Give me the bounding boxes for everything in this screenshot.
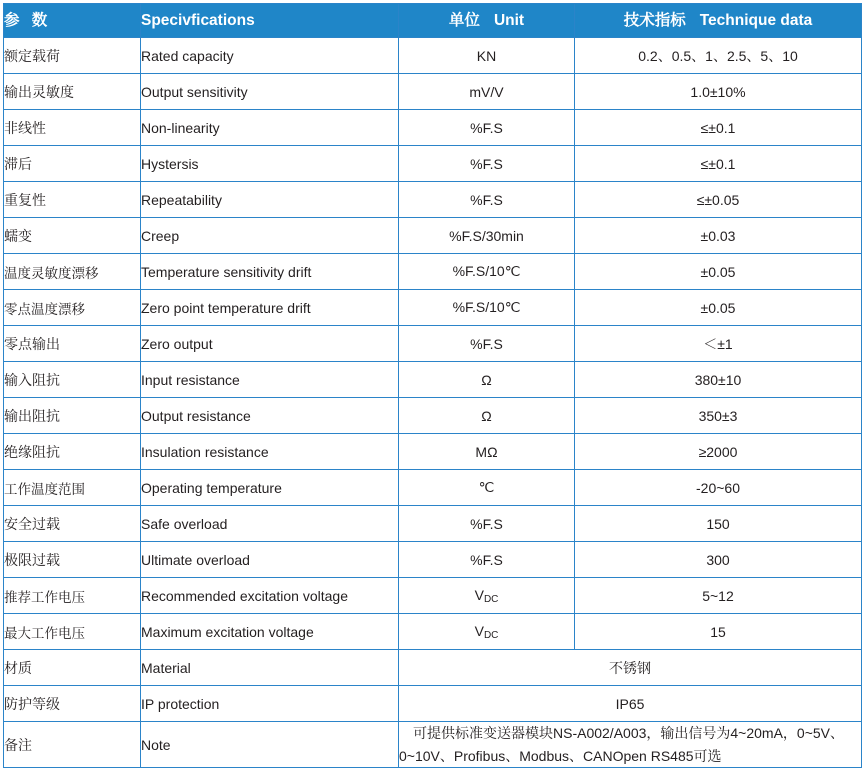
row-label-en: Output sensitivity [141, 74, 399, 110]
row-label-en: Output resistance [141, 398, 399, 434]
row-unit [399, 578, 575, 614]
note-line-1: 可提供标准变送器模块NS-A002/A003，输出信号为4~20mA，0~5V、 [413, 725, 845, 741]
row-unit: %F.S/10℃ [399, 290, 575, 326]
row-label-cn: 非线性 [4, 110, 141, 146]
row-value: 1.0±10% [575, 74, 862, 110]
row-value: 150 [575, 506, 862, 542]
row-label-en: Rated capacity [141, 38, 399, 74]
row-value: ±0.05 [575, 290, 862, 326]
row-unit: %F.S [399, 182, 575, 218]
row-value: 0.2、0.5、1、2.5、5、10 [575, 38, 862, 74]
row-label-cn: 备注 [4, 722, 141, 768]
row-label-cn: 推荐工作电压 [4, 578, 141, 614]
row-label-en: Repeatability [141, 182, 399, 218]
table-row [4, 650, 862, 686]
row-label-en: Ultimate overload [141, 542, 399, 578]
row-value: 380±10 [575, 362, 862, 398]
row-label-en: Operating temperature [141, 470, 399, 506]
row-value-merged: 不锈钢 [399, 650, 862, 686]
row-label-cn: 温度灵敏度漂移 [4, 254, 141, 290]
table-row [4, 254, 862, 290]
row-unit: mV/V [399, 74, 575, 110]
row-label-cn: 零点温度漂移 [4, 290, 141, 326]
table-row-note [4, 722, 862, 768]
table-row [4, 362, 862, 398]
row-unit: KN [399, 38, 575, 74]
row-value: ≤±0.1 [575, 110, 862, 146]
row-unit: Ω [399, 362, 575, 398]
row-value: ±0.05 [575, 254, 862, 290]
table-row [4, 686, 862, 722]
row-unit: %F.S [399, 146, 575, 182]
header-parameter: 参 数 [4, 4, 141, 38]
row-unit: %F.S/30min [399, 218, 575, 254]
row-value: 15 [575, 614, 862, 650]
row-label-cn: 额定载荷 [4, 38, 141, 74]
row-label-cn: 输出阻抗 [4, 398, 141, 434]
row-unit-subscript: DC [483, 593, 499, 605]
row-label-en: Insulation resistance [141, 434, 399, 470]
row-value: ≤±0.1 [575, 146, 862, 182]
row-label-cn: 防护等级 [4, 686, 141, 722]
table-row [4, 290, 862, 326]
row-value: ≥2000 [575, 434, 862, 470]
row-value: 300 [575, 542, 862, 578]
row-label-en: Safe overload [141, 506, 399, 542]
row-value: ±0.03 [575, 218, 862, 254]
table-row [4, 506, 862, 542]
row-label-en: Hystersis [141, 146, 399, 182]
row-value: -20~60 [575, 470, 862, 506]
row-unit: %F.S [399, 542, 575, 578]
row-value: 5~12 [575, 578, 862, 614]
row-unit [399, 614, 575, 650]
row-label-en: Zero point temperature drift [141, 290, 399, 326]
row-label-cn: 蠕变 [4, 218, 141, 254]
table-row [4, 614, 862, 650]
row-label-en: Note [141, 722, 399, 768]
row-unit: %F.S [399, 110, 575, 146]
row-label-cn: 输出灵敏度 [4, 74, 141, 110]
note-line-2: 0~10V、Profibus、Modbus、CANOpen RS485可选 [399, 747, 722, 764]
table-header-row [4, 4, 862, 38]
table-row [4, 38, 862, 74]
row-label-cn: 重复性 [4, 182, 141, 218]
table-header [4, 4, 862, 38]
row-value: 350±3 [575, 398, 862, 434]
row-label-cn: 极限过载 [4, 542, 141, 578]
header-unit-cn: 单位 [448, 12, 480, 29]
row-unit: Ω [399, 398, 575, 434]
row-label-en: Creep [141, 218, 399, 254]
header-technique-data [575, 4, 862, 38]
table-row [4, 398, 862, 434]
row-label-cn: 最大工作电压 [4, 614, 141, 650]
row-label-en: Material [141, 650, 399, 686]
header-specifications: Specivfications [141, 4, 399, 38]
header-unit [399, 4, 575, 38]
table-row [4, 146, 862, 182]
row-label-cn: 零点输出 [4, 326, 141, 362]
row-label-cn: 材质 [4, 650, 141, 686]
row-label-cn: 绝缘阻抗 [4, 434, 141, 470]
table-row [4, 434, 862, 470]
row-unit: %F.S [399, 326, 575, 362]
row-label-en: Temperature sensitivity drift [141, 254, 399, 290]
row-unit-base: V [474, 622, 484, 639]
row-label-en: IP protection [141, 686, 399, 722]
row-value: ≤±0.05 [575, 182, 862, 218]
row-value-merged: IP65 [399, 686, 862, 722]
note-content [399, 722, 862, 768]
header-data-en: Technique data [699, 12, 813, 29]
row-unit-base: V [474, 586, 484, 603]
row-label-en: Non-linearity [141, 110, 399, 146]
row-label-cn: 滞后 [4, 146, 141, 182]
table-row [4, 470, 862, 506]
row-unit: ℃ [399, 470, 575, 506]
specifications-table [3, 3, 862, 768]
table-row [4, 578, 862, 614]
row-label-en: Recommended excitation voltage [141, 578, 399, 614]
table-row [4, 218, 862, 254]
table-row [4, 74, 862, 110]
row-label-en: Input resistance [141, 362, 399, 398]
table-row [4, 542, 862, 578]
table-row [4, 110, 862, 146]
table-body [4, 38, 862, 768]
row-unit: %F.S [399, 506, 575, 542]
table-row [4, 326, 862, 362]
table-row [4, 182, 862, 218]
header-unit-en: Unit [493, 12, 525, 29]
row-label-en: Maximum excitation voltage [141, 614, 399, 650]
row-label-cn: 工作温度范围 [4, 470, 141, 506]
row-label-en: Zero output [141, 326, 399, 362]
row-unit: %F.S/10℃ [399, 254, 575, 290]
header-data-cn: 技术指标 [623, 12, 686, 29]
row-label-cn: 安全过载 [4, 506, 141, 542]
row-value: ＜±1 [575, 326, 862, 362]
row-unit: MΩ [399, 434, 575, 470]
row-label-cn: 输入阻抗 [4, 362, 141, 398]
row-unit-subscript: DC [483, 629, 499, 641]
